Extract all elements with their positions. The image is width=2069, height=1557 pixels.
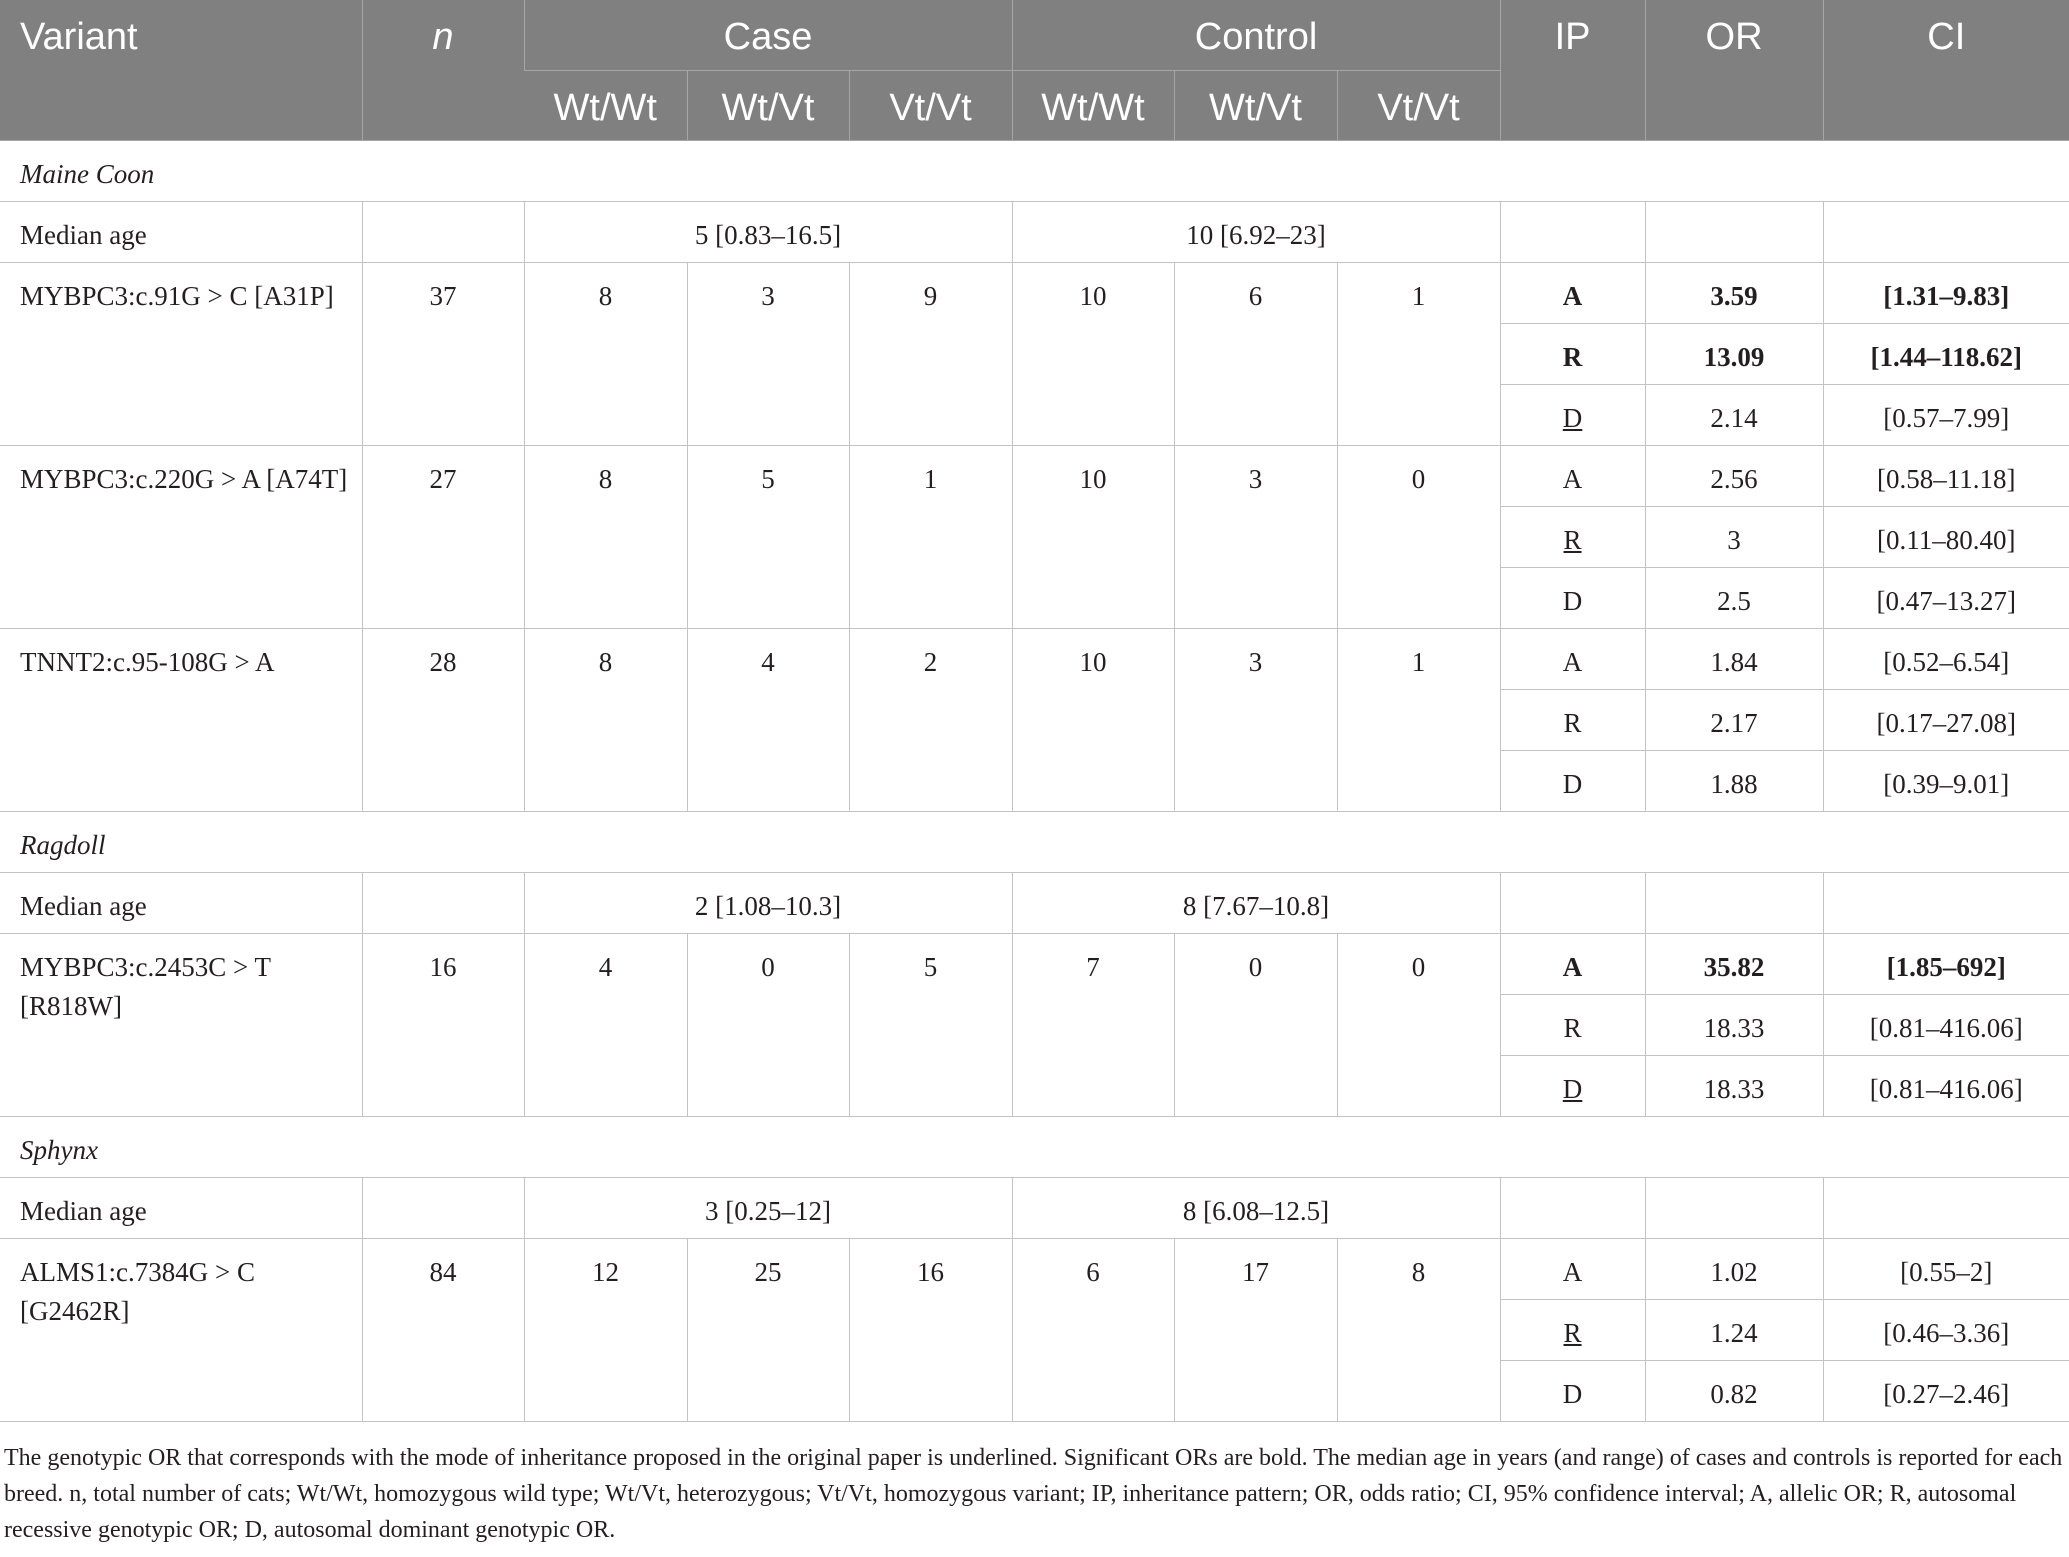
control-wt-vt: 0 xyxy=(1174,933,1337,1116)
header-case: Case xyxy=(524,0,1012,70)
ip-value: R xyxy=(1563,707,1582,738)
ip-cell xyxy=(1500,689,1645,750)
ip-value: A xyxy=(1562,646,1583,677)
or-value: 2.17 xyxy=(1645,689,1823,750)
or-value: 13.09 xyxy=(1645,323,1823,384)
median-age-control: 10 [6.92–23] xyxy=(1012,201,1500,262)
header-control-vt-vt: Vt/Vt xyxy=(1337,70,1500,140)
median-age-control: 8 [7.67–10.8] xyxy=(1012,872,1500,933)
ci-value: [0.81–416.06] xyxy=(1823,1055,2069,1116)
breed-name: Sphynx xyxy=(0,1116,2069,1177)
ip-value: R xyxy=(1563,1317,1582,1348)
ip-cell xyxy=(1500,750,1645,811)
median-age-case: 3 [0.25–12] xyxy=(524,1177,1012,1238)
header-case-wt-vt: Wt/Vt xyxy=(687,70,849,140)
variant-n: 16 xyxy=(362,933,524,1116)
or-value: 3.59 xyxy=(1645,262,1823,323)
ci-value: [0.39–9.01] xyxy=(1823,750,2069,811)
median-age-ci-empty xyxy=(1823,201,2069,262)
control-vt-vt: 1 xyxy=(1337,628,1500,811)
variant-n: 84 xyxy=(362,1238,524,1421)
median-age-case: 5 [0.83–16.5] xyxy=(524,201,1012,262)
header-case-wt-wt: Wt/Wt xyxy=(524,70,687,140)
median-age-control: 8 [6.08–12.5] xyxy=(1012,1177,1500,1238)
or-value: 1.88 xyxy=(1645,750,1823,811)
variant-table-row xyxy=(0,445,2069,506)
or-value: 0.82 xyxy=(1645,1360,1823,1421)
control-wt-wt: 7 xyxy=(1012,933,1174,1116)
ip-cell xyxy=(1500,323,1645,384)
case-vt-vt: 2 xyxy=(849,628,1012,811)
ci-value: [0.55–2] xyxy=(1823,1238,2069,1299)
ci-value: [0.17–27.08] xyxy=(1823,689,2069,750)
or-value: 1.84 xyxy=(1645,628,1823,689)
control-wt-vt: 17 xyxy=(1174,1238,1337,1421)
median-age-ip-empty xyxy=(1500,872,1645,933)
ip-cell xyxy=(1500,1055,1645,1116)
or-value: 18.33 xyxy=(1645,1055,1823,1116)
ip-cell xyxy=(1500,933,1645,994)
median-age-row xyxy=(0,872,2069,933)
ip-value: R xyxy=(1563,1012,1582,1043)
case-wt-vt: 25 xyxy=(687,1238,849,1421)
ci-value: [0.46–3.36] xyxy=(1823,1299,2069,1360)
ip-value: D xyxy=(1562,1073,1583,1104)
ci-value: [0.47–13.27] xyxy=(1823,567,2069,628)
ip-cell xyxy=(1500,567,1645,628)
ip-cell xyxy=(1500,445,1645,506)
case-wt-wt: 8 xyxy=(524,262,687,445)
header-or: OR xyxy=(1645,0,1823,140)
ip-cell xyxy=(1500,628,1645,689)
control-vt-vt: 8 xyxy=(1337,1238,1500,1421)
ip-cell xyxy=(1500,1299,1645,1360)
table-footnote: The genotypic OR that corresponds with the mode of inheritance proposed in the original paper is underlined. Significant ORs are bold. The median age in years (and range) of cases and controls is reported for each breed. n, total number of cats; Wt/Wt, homozygous wild type; Wt/Vt, heterozygous; Vt/Vt, homozygous variant; IP, inheritance pattern; OR, odds ratio; CI, 95% confidence interval; A, allelic OR; R, autosomal recessive genotypic OR; D, autosomal dominant genotypic OR. xyxy=(4,1445,2063,1543)
control-vt-vt: 0 xyxy=(1337,445,1500,628)
case-wt-wt: 8 xyxy=(524,445,687,628)
ci-value: [0.57–7.99] xyxy=(1823,384,2069,445)
control-wt-wt: 10 xyxy=(1012,262,1174,445)
median-age-n-empty xyxy=(362,1177,524,1238)
breed-row xyxy=(0,1116,2069,1177)
control-wt-wt: 6 xyxy=(1012,1238,1174,1421)
or-value: 2.56 xyxy=(1645,445,1823,506)
ci-value: [1.85–692] xyxy=(1823,933,2069,994)
control-wt-vt: 6 xyxy=(1174,262,1337,445)
ip-value: A xyxy=(1562,951,1583,982)
ci-value: [0.52–6.54] xyxy=(1823,628,2069,689)
or-value: 2.5 xyxy=(1645,567,1823,628)
header-control: Control xyxy=(1012,0,1500,70)
ip-value: D xyxy=(1562,585,1583,616)
ci-value: [0.81–416.06] xyxy=(1823,994,2069,1055)
or-value: 35.82 xyxy=(1645,933,1823,994)
case-vt-vt: 1 xyxy=(849,445,1012,628)
median-age-row xyxy=(0,1177,2069,1238)
median-age-label: Median age xyxy=(0,1177,362,1238)
case-wt-wt: 8 xyxy=(524,628,687,811)
ci-value: [1.44–118.62] xyxy=(1823,323,2069,384)
ip-value: A xyxy=(1562,280,1583,311)
median-age-label: Median age xyxy=(0,201,362,262)
header-control-wt-wt: Wt/Wt xyxy=(1012,70,1174,140)
variant-n: 28 xyxy=(362,628,524,811)
median-age-ci-empty xyxy=(1823,872,2069,933)
header-case-vt-vt: Vt/Vt xyxy=(849,70,1012,140)
case-wt-wt: 4 xyxy=(524,933,687,1116)
variant-table-row xyxy=(0,933,2069,994)
ip-value: A xyxy=(1562,1256,1583,1287)
or-value: 3 xyxy=(1645,506,1823,567)
control-wt-vt: 3 xyxy=(1174,628,1337,811)
ci-value: [0.27–2.46] xyxy=(1823,1360,2069,1421)
variant-n: 37 xyxy=(362,262,524,445)
header-control-wt-vt: Wt/Vt xyxy=(1174,70,1337,140)
or-value: 18.33 xyxy=(1645,994,1823,1055)
control-vt-vt: 1 xyxy=(1337,262,1500,445)
variant-name: ALMS1:c.7384G > C [G2462R] xyxy=(0,1238,362,1421)
median-age-or-empty xyxy=(1645,872,1823,933)
breed-row xyxy=(0,811,2069,872)
variant-name: MYBPC3:c.220G > A [A74T] xyxy=(0,445,362,628)
median-age-ip-empty xyxy=(1500,1177,1645,1238)
ci-value: [0.58–11.18] xyxy=(1823,445,2069,506)
or-value: 1.02 xyxy=(1645,1238,1823,1299)
or-value: 1.24 xyxy=(1645,1299,1823,1360)
case-wt-vt: 4 xyxy=(687,628,849,811)
variant-table-row xyxy=(0,1238,2069,1299)
ip-value: D xyxy=(1562,768,1583,799)
control-wt-wt: 10 xyxy=(1012,628,1174,811)
case-vt-vt: 16 xyxy=(849,1238,1012,1421)
header-variant: Variant xyxy=(0,0,362,140)
breed-name: Ragdoll xyxy=(0,811,2069,872)
header-n: n xyxy=(362,0,524,140)
median-age-or-empty xyxy=(1645,201,1823,262)
header-ci: CI xyxy=(1823,0,2069,140)
ip-cell xyxy=(1500,1238,1645,1299)
control-wt-wt: 10 xyxy=(1012,445,1174,628)
ip-value: A xyxy=(1562,463,1583,494)
median-age-label: Median age xyxy=(0,872,362,933)
breed-row xyxy=(0,140,2069,201)
variant-table-row xyxy=(0,262,2069,323)
variant-n: 27 xyxy=(362,445,524,628)
variant-name: MYBPC3:c.2453C > T [R818W] xyxy=(0,933,362,1116)
ip-value: D xyxy=(1562,402,1583,433)
header-ip: IP xyxy=(1500,0,1645,140)
ci-value: [1.31–9.83] xyxy=(1823,262,2069,323)
control-vt-vt: 0 xyxy=(1337,933,1500,1116)
ip-value: D xyxy=(1562,1378,1583,1409)
ip-cell xyxy=(1500,262,1645,323)
median-age-row xyxy=(0,201,2069,262)
median-age-or-empty xyxy=(1645,1177,1823,1238)
ip-cell xyxy=(1500,994,1645,1055)
variant-table-row xyxy=(0,628,2069,689)
ip-cell xyxy=(1500,1360,1645,1421)
variant-name: TNNT2:c.95-108G > A xyxy=(0,628,362,811)
or-value: 2.14 xyxy=(1645,384,1823,445)
control-wt-vt: 3 xyxy=(1174,445,1337,628)
case-wt-vt: 0 xyxy=(687,933,849,1116)
median-age-n-empty xyxy=(362,201,524,262)
variant-name: MYBPC3:c.91G > C [A31P] xyxy=(0,262,362,445)
median-age-n-empty xyxy=(362,872,524,933)
breed-name: Maine Coon xyxy=(0,140,2069,201)
case-vt-vt: 5 xyxy=(849,933,1012,1116)
median-age-ip-empty xyxy=(1500,201,1645,262)
case-wt-vt: 5 xyxy=(687,445,849,628)
case-wt-wt: 12 xyxy=(524,1238,687,1421)
median-age-ci-empty xyxy=(1823,1177,2069,1238)
median-age-case: 2 [1.08–10.3] xyxy=(524,872,1012,933)
ip-cell xyxy=(1500,384,1645,445)
ip-cell xyxy=(1500,506,1645,567)
case-wt-vt: 3 xyxy=(687,262,849,445)
ip-value: R xyxy=(1563,524,1582,555)
ci-value: [0.11–80.40] xyxy=(1823,506,2069,567)
case-vt-vt: 9 xyxy=(849,262,1012,445)
ip-value: R xyxy=(1562,341,1583,372)
